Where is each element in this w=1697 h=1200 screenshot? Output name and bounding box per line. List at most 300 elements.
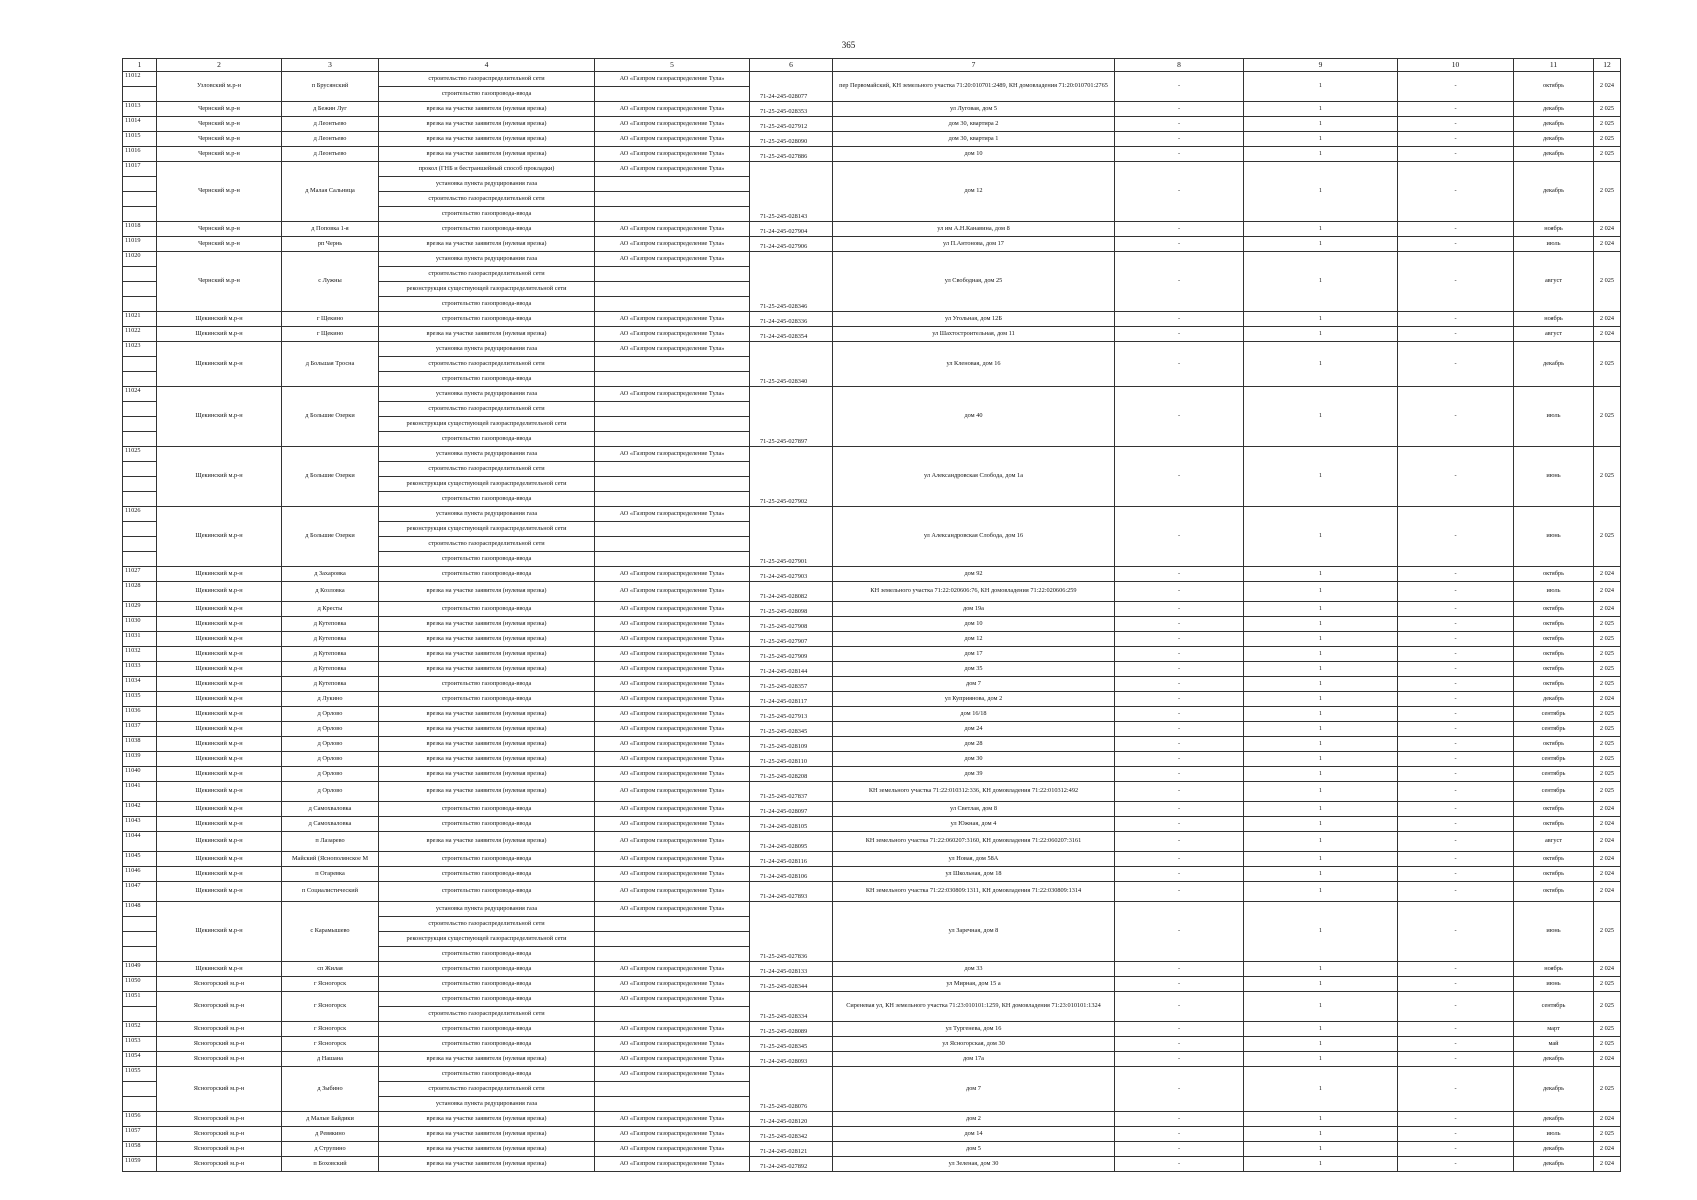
year-cell: 2 024 bbox=[1594, 582, 1621, 602]
district-cell: Ясногорский м.р-н bbox=[157, 1127, 282, 1142]
quantity-cell: 1 bbox=[1244, 327, 1398, 342]
row-number-empty bbox=[123, 492, 157, 507]
settlement-cell: г Ясногорск bbox=[282, 1022, 379, 1037]
contract-code-cell: 71-24-245-028106 bbox=[750, 867, 833, 882]
table-row bbox=[123, 237, 1621, 252]
contract-code-cell: 71-25-245-028076 bbox=[750, 1067, 833, 1112]
district-cell: Ясногорский м.р-н bbox=[157, 1022, 282, 1037]
quantity-cell: 1 bbox=[1244, 882, 1398, 902]
col8-cell: - bbox=[1115, 387, 1244, 447]
col10-cell: - bbox=[1398, 977, 1514, 992]
work-type-cell: реконструкция существующей газораспределительной сети bbox=[379, 932, 595, 947]
col8-cell: - bbox=[1115, 222, 1244, 237]
month-cell: август bbox=[1514, 252, 1594, 312]
organization-cell: АО «Газпром газораспределение Тула» bbox=[595, 582, 750, 602]
col10-cell: - bbox=[1398, 692, 1514, 707]
row-number: 11041 bbox=[123, 782, 157, 802]
settlement-cell: д Леонтьево bbox=[282, 117, 379, 132]
contract-code-cell: 71-25-245-028110 bbox=[750, 752, 833, 767]
work-type-cell: строительство газопровода-ввода bbox=[379, 432, 595, 447]
work-type-cell: строительство газопровода-ввода bbox=[379, 1022, 595, 1037]
year-cell: 2 025 bbox=[1594, 507, 1621, 567]
settlement-cell: п Огаревка bbox=[282, 867, 379, 882]
address-cell: дом 5 bbox=[833, 1142, 1115, 1157]
contract-code-cell: 71-24-245-028144 bbox=[750, 662, 833, 677]
col10-cell: - bbox=[1398, 962, 1514, 977]
organization-cell: АО «Газпром газораспределение Тула» bbox=[595, 342, 750, 357]
table-row bbox=[123, 1022, 1621, 1037]
row-number: 11050 bbox=[123, 977, 157, 992]
contract-code-cell: 71-25-245-027897 bbox=[750, 387, 833, 447]
quantity-cell: 1 bbox=[1244, 582, 1398, 602]
col8-cell: - bbox=[1115, 802, 1244, 817]
col8-cell: - bbox=[1115, 902, 1244, 962]
col10-cell: - bbox=[1398, 1142, 1514, 1157]
settlement-cell: д Орлово bbox=[282, 782, 379, 802]
district-cell: Ясногорский м.р-н bbox=[157, 992, 282, 1022]
table-row bbox=[123, 722, 1621, 737]
quantity-cell: 1 bbox=[1244, 222, 1398, 237]
year-cell: 2 024 bbox=[1594, 1157, 1621, 1172]
organization-cell bbox=[595, 372, 750, 387]
address-cell: дом 2 bbox=[833, 1112, 1115, 1127]
organization-cell: АО «Газпром газораспределение Тула» bbox=[595, 962, 750, 977]
month-cell: сентябрь bbox=[1514, 707, 1594, 722]
organization-cell: АО «Газпром газораспределение Тула» bbox=[595, 102, 750, 117]
table-row bbox=[123, 647, 1621, 662]
year-cell: 2 024 bbox=[1594, 692, 1621, 707]
address-cell: дом 12 bbox=[833, 162, 1115, 222]
month-cell: август bbox=[1514, 832, 1594, 852]
work-type-cell: установка пункта редуцирования газа bbox=[379, 252, 595, 267]
month-cell: октябрь bbox=[1514, 867, 1594, 882]
month-cell: сентябрь bbox=[1514, 992, 1594, 1022]
organization-cell: АО «Газпром газораспределение Тула» bbox=[595, 802, 750, 817]
row-number: 11039 bbox=[123, 752, 157, 767]
contract-code-cell: 71-24-245-028082 bbox=[750, 582, 833, 602]
work-type-cell: строительство газопровода-ввода bbox=[379, 867, 595, 882]
row-number: 11025 bbox=[123, 447, 157, 462]
row-number: 11053 bbox=[123, 1037, 157, 1052]
table-row bbox=[123, 617, 1621, 632]
organization-cell: АО «Газпром газораспределение Тула» bbox=[595, 72, 750, 87]
row-number: 11037 bbox=[123, 722, 157, 737]
quantity-cell: 1 bbox=[1244, 1112, 1398, 1127]
settlement-cell: с Карамышево bbox=[282, 902, 379, 962]
district-cell: Ясногорский м.р-н bbox=[157, 1112, 282, 1127]
table-row bbox=[123, 327, 1621, 342]
settlement-cell: д Кутеповка bbox=[282, 662, 379, 677]
col10-cell: - bbox=[1398, 1127, 1514, 1142]
address-cell: ул Заречная, дом 8 bbox=[833, 902, 1115, 962]
quantity-cell: 1 bbox=[1244, 852, 1398, 867]
organization-cell bbox=[595, 402, 750, 417]
year-cell: 2 025 bbox=[1594, 1022, 1621, 1037]
address-cell: ул Южная, дом 4 bbox=[833, 817, 1115, 832]
district-cell: Щекинский м.р-н bbox=[157, 387, 282, 447]
work-type-cell: строительство газораспределительной сети bbox=[379, 72, 595, 87]
work-type-cell: строительство газопровода-ввода bbox=[379, 1037, 595, 1052]
quantity-cell: 1 bbox=[1244, 977, 1398, 992]
address-cell: дом 24 bbox=[833, 722, 1115, 737]
district-cell: Чернский м.р-н bbox=[157, 222, 282, 237]
work-type-cell: врезка на участке заявителя (нулевая врезка) bbox=[379, 582, 595, 602]
address-cell: ул Луговая, дом 5 bbox=[833, 102, 1115, 117]
row-number: 11026 bbox=[123, 507, 157, 522]
work-type-cell: строительство газораспределительной сети bbox=[379, 267, 595, 282]
quantity-cell: 1 bbox=[1244, 632, 1398, 647]
organization-cell: АО «Газпром газораспределение Тула» bbox=[595, 1112, 750, 1127]
col8-cell: - bbox=[1115, 832, 1244, 852]
quantity-cell: 1 bbox=[1244, 387, 1398, 447]
organization-cell: АО «Газпром газораспределение Тула» bbox=[595, 387, 750, 402]
settlement-cell: д Ревякино bbox=[282, 1127, 379, 1142]
quantity-cell: 1 bbox=[1244, 147, 1398, 162]
organization-cell bbox=[595, 192, 750, 207]
header-cell: 9 bbox=[1244, 59, 1398, 72]
organization-cell: АО «Газпром газораспределение Тула» bbox=[595, 327, 750, 342]
quantity-cell: 1 bbox=[1244, 752, 1398, 767]
table-row bbox=[123, 992, 1621, 1007]
month-cell: октябрь bbox=[1514, 567, 1594, 582]
district-cell: Щекинский м.р-н bbox=[157, 722, 282, 737]
table-row bbox=[123, 387, 1621, 402]
row-number: 11018 bbox=[123, 222, 157, 237]
district-cell: Щекинский м.р-н bbox=[157, 507, 282, 567]
contract-code-cell: 71-25-245-027907 bbox=[750, 632, 833, 647]
organization-cell bbox=[595, 522, 750, 537]
contract-code-cell: 71-24-245-027903 bbox=[750, 567, 833, 582]
contract-code-cell: 71-24-245-027892 bbox=[750, 1157, 833, 1172]
row-number-empty bbox=[123, 432, 157, 447]
district-cell: Щекинский м.р-н bbox=[157, 692, 282, 707]
quantity-cell: 1 bbox=[1244, 1142, 1398, 1157]
work-type-cell: строительство газопровода-ввода bbox=[379, 552, 595, 567]
settlement-cell: д Кутеповка bbox=[282, 632, 379, 647]
work-type-cell: врезка на участке заявителя (нулевая врезка) bbox=[379, 767, 595, 782]
year-cell: 2 025 bbox=[1594, 1067, 1621, 1112]
quantity-cell: 1 bbox=[1244, 1157, 1398, 1172]
district-cell: Щекинский м.р-н bbox=[157, 707, 282, 722]
district-cell: Чернский м.р-н bbox=[157, 162, 282, 222]
table-row bbox=[123, 817, 1621, 832]
month-cell: март bbox=[1514, 1022, 1594, 1037]
table-row bbox=[123, 962, 1621, 977]
settlement-cell: д Большая Тросна bbox=[282, 342, 379, 387]
col8-cell: - bbox=[1115, 567, 1244, 582]
organization-cell: АО «Газпром газораспределение Тула» bbox=[595, 252, 750, 267]
organization-cell: АО «Газпром газораспределение Тула» bbox=[595, 752, 750, 767]
work-type-cell: строительство газораспределительной сети bbox=[379, 1007, 595, 1022]
address-cell: КН земельного участка 71:22:010312:336, КН домовладения 71:22:010312:492 bbox=[833, 782, 1115, 802]
year-cell: 2 024 bbox=[1594, 327, 1621, 342]
col8-cell: - bbox=[1115, 977, 1244, 992]
contract-code-cell: 71-24-245-028097 bbox=[750, 802, 833, 817]
settlement-cell: п Брусянский bbox=[282, 72, 379, 102]
organization-cell: АО «Газпром газораспределение Тула» bbox=[595, 832, 750, 852]
row-number: 11015 bbox=[123, 132, 157, 147]
row-number: 11034 bbox=[123, 677, 157, 692]
year-cell: 2 024 bbox=[1594, 222, 1621, 237]
row-number: 11058 bbox=[123, 1142, 157, 1157]
header-cell: 5 bbox=[595, 59, 750, 72]
month-cell: декабрь bbox=[1514, 1142, 1594, 1157]
col8-cell: - bbox=[1115, 632, 1244, 647]
col8-cell: - bbox=[1115, 662, 1244, 677]
table-row bbox=[123, 1127, 1621, 1142]
contract-code-cell: 71-24-245-027893 bbox=[750, 882, 833, 902]
col8-cell: - bbox=[1115, 327, 1244, 342]
row-number: 11059 bbox=[123, 1157, 157, 1172]
col10-cell: - bbox=[1398, 867, 1514, 882]
col8-cell: - bbox=[1115, 617, 1244, 632]
work-type-cell: врезка на участке заявителя (нулевая врезка) bbox=[379, 617, 595, 632]
quantity-cell: 1 bbox=[1244, 647, 1398, 662]
district-cell: Щекинский м.р-н bbox=[157, 447, 282, 507]
col8-cell: - bbox=[1115, 1127, 1244, 1142]
quantity-cell: 1 bbox=[1244, 1037, 1398, 1052]
organization-cell: АО «Газпром газораспределение Тула» bbox=[595, 632, 750, 647]
quantity-cell: 1 bbox=[1244, 1127, 1398, 1142]
district-cell: Ясногорский м.р-н bbox=[157, 1142, 282, 1157]
organization-cell bbox=[595, 87, 750, 102]
row-number: 11030 bbox=[123, 617, 157, 632]
address-cell: дом 7 bbox=[833, 677, 1115, 692]
row-number: 11038 bbox=[123, 737, 157, 752]
year-cell: 2 024 bbox=[1594, 852, 1621, 867]
settlement-cell: д Большие Озерки bbox=[282, 447, 379, 507]
work-type-cell: установка пункта редуцирования газа bbox=[379, 342, 595, 357]
col10-cell: - bbox=[1398, 992, 1514, 1022]
col10-cell: - bbox=[1398, 737, 1514, 752]
col10-cell: - bbox=[1398, 802, 1514, 817]
table-row bbox=[123, 222, 1621, 237]
col10-cell: - bbox=[1398, 387, 1514, 447]
settlement-cell: Майский (Яснополянское М bbox=[282, 852, 379, 867]
table-row bbox=[123, 1112, 1621, 1127]
header-cell: 1 bbox=[123, 59, 157, 72]
contract-code-cell: 71-24-245-028120 bbox=[750, 1112, 833, 1127]
month-cell: октябрь bbox=[1514, 72, 1594, 102]
quantity-cell: 1 bbox=[1244, 102, 1398, 117]
header-cell: 11 bbox=[1514, 59, 1594, 72]
row-number: 11040 bbox=[123, 767, 157, 782]
work-type-cell: врезка на участке заявителя (нулевая врезка) bbox=[379, 632, 595, 647]
col10-cell: - bbox=[1398, 312, 1514, 327]
row-number-empty bbox=[123, 1007, 157, 1022]
col8-cell: - bbox=[1115, 252, 1244, 312]
organization-cell: АО «Газпром газораспределение Тула» bbox=[595, 567, 750, 582]
row-number-empty bbox=[123, 177, 157, 192]
work-type-cell: врезка на участке заявителя (нулевая врезка) bbox=[379, 1157, 595, 1172]
quantity-cell: 1 bbox=[1244, 447, 1398, 507]
contract-code-cell: 71-25-245-028357 bbox=[750, 677, 833, 692]
table-row bbox=[123, 1052, 1621, 1067]
work-type-cell: реконструкция существующей газораспределительной сети bbox=[379, 477, 595, 492]
organization-cell: АО «Газпром газораспределение Тула» bbox=[595, 147, 750, 162]
work-type-cell: строительство газопровода-ввода bbox=[379, 492, 595, 507]
year-cell: 2 024 bbox=[1594, 817, 1621, 832]
contract-code-cell: 71-24-245-027904 bbox=[750, 222, 833, 237]
table-row bbox=[123, 507, 1621, 522]
table-row bbox=[123, 782, 1621, 802]
work-type-cell: установка пункта редуцирования газа bbox=[379, 177, 595, 192]
month-cell: октябрь bbox=[1514, 632, 1594, 647]
organization-cell bbox=[595, 177, 750, 192]
contract-code-cell: 71-24-245-028354 bbox=[750, 327, 833, 342]
row-number: 11047 bbox=[123, 882, 157, 902]
month-cell: ноябрь bbox=[1514, 222, 1594, 237]
year-cell: 2 024 bbox=[1594, 832, 1621, 852]
settlement-cell: п Социалистический bbox=[282, 882, 379, 902]
quantity-cell: 1 bbox=[1244, 992, 1398, 1022]
col10-cell: - bbox=[1398, 117, 1514, 132]
month-cell: декабрь bbox=[1514, 692, 1594, 707]
col10-cell: - bbox=[1398, 832, 1514, 852]
organization-cell bbox=[595, 1097, 750, 1112]
col8-cell: - bbox=[1115, 1142, 1244, 1157]
col10-cell: - bbox=[1398, 707, 1514, 722]
settlement-cell: д Малые Байдики bbox=[282, 1112, 379, 1127]
col10-cell: - bbox=[1398, 567, 1514, 582]
settlement-cell: д Козловка bbox=[282, 582, 379, 602]
col8-cell: - bbox=[1115, 447, 1244, 507]
row-number: 11054 bbox=[123, 1052, 157, 1067]
col10-cell: - bbox=[1398, 342, 1514, 387]
organization-cell bbox=[595, 282, 750, 297]
col10-cell: - bbox=[1398, 252, 1514, 312]
col8-cell: - bbox=[1115, 1037, 1244, 1052]
organization-cell: АО «Газпром газораспределение Тула» bbox=[595, 1022, 750, 1037]
work-type-cell: строительство газопровода-ввода bbox=[379, 312, 595, 327]
year-cell: 2 025 bbox=[1594, 147, 1621, 162]
table-row bbox=[123, 1157, 1621, 1172]
district-cell: Щекинский м.р-н bbox=[157, 852, 282, 867]
organization-cell: АО «Газпром газораспределение Тула» bbox=[595, 162, 750, 177]
organization-cell: АО «Газпром газораспределение Тула» bbox=[595, 1037, 750, 1052]
organization-cell bbox=[595, 1082, 750, 1097]
row-number: 11031 bbox=[123, 632, 157, 647]
district-cell: Щекинский м.р-н bbox=[157, 752, 282, 767]
district-cell: Ясногорский м.р-н bbox=[157, 1157, 282, 1172]
contract-code-cell: 71-24-245-028093 bbox=[750, 1052, 833, 1067]
col10-cell: - bbox=[1398, 1052, 1514, 1067]
month-cell: декабрь bbox=[1514, 132, 1594, 147]
table-row bbox=[123, 882, 1621, 902]
address-cell: ул Угольная, дом 12Б bbox=[833, 312, 1115, 327]
address-cell: ул Новая, дом 58А bbox=[833, 852, 1115, 867]
organization-cell: АО «Газпром газораспределение Тула» bbox=[595, 617, 750, 632]
work-type-cell: врезка на участке заявителя (нулевая врезка) bbox=[379, 147, 595, 162]
quantity-cell: 1 bbox=[1244, 692, 1398, 707]
district-cell: Щекинский м.р-н bbox=[157, 737, 282, 752]
col8-cell: - bbox=[1115, 1157, 1244, 1172]
district-cell: Щекинский м.р-н bbox=[157, 662, 282, 677]
work-type-cell: строительство газопровода-ввода bbox=[379, 1067, 595, 1082]
col10-cell: - bbox=[1398, 882, 1514, 902]
table-row bbox=[123, 602, 1621, 617]
year-cell: 2 024 bbox=[1594, 1052, 1621, 1067]
col10-cell: - bbox=[1398, 647, 1514, 662]
page-number: 365 bbox=[841, 40, 856, 50]
header-cell: 2 bbox=[157, 59, 282, 72]
organization-cell: АО «Газпром газораспределение Тула» bbox=[595, 992, 750, 1007]
month-cell: октябрь bbox=[1514, 817, 1594, 832]
col8-cell: - bbox=[1115, 162, 1244, 222]
quantity-cell: 1 bbox=[1244, 252, 1398, 312]
address-cell: дом 16/18 bbox=[833, 707, 1115, 722]
year-cell: 2 024 bbox=[1594, 602, 1621, 617]
header-cell: 10 bbox=[1398, 59, 1514, 72]
organization-cell: АО «Газпром газораспределение Тула» bbox=[595, 722, 750, 737]
organization-cell bbox=[595, 917, 750, 932]
address-cell: дом 12 bbox=[833, 632, 1115, 647]
work-type-cell: установка пункта редуцирования газа bbox=[379, 1097, 595, 1112]
organization-cell: АО «Газпром газораспределение Тула» bbox=[595, 447, 750, 462]
table-row bbox=[123, 632, 1621, 647]
organization-cell bbox=[595, 932, 750, 947]
work-type-cell: врезка на участке заявителя (нулевая врезка) bbox=[379, 662, 595, 677]
organization-cell: АО «Газпром газораспределение Тула» bbox=[595, 222, 750, 237]
col10-cell: - bbox=[1398, 1157, 1514, 1172]
settlement-cell: д Большие Озерки bbox=[282, 387, 379, 447]
col10-cell: - bbox=[1398, 1037, 1514, 1052]
settlement-cell: д Кутеповка bbox=[282, 647, 379, 662]
table-row bbox=[123, 707, 1621, 722]
row-number-empty bbox=[123, 282, 157, 297]
row-number-empty bbox=[123, 477, 157, 492]
col10-cell: - bbox=[1398, 1022, 1514, 1037]
quantity-cell: 1 bbox=[1244, 802, 1398, 817]
district-cell: Щекинский м.р-н bbox=[157, 647, 282, 662]
work-type-cell: врезка на участке заявителя (нулевая врезка) bbox=[379, 647, 595, 662]
table-row bbox=[123, 737, 1621, 752]
contract-code-cell: 71-25-245-028208 bbox=[750, 767, 833, 782]
month-cell: сентябрь bbox=[1514, 767, 1594, 782]
col10-cell: - bbox=[1398, 722, 1514, 737]
contract-code-cell: 71-24-245-028116 bbox=[750, 852, 833, 867]
year-cell: 2 024 bbox=[1594, 1112, 1621, 1127]
contract-code-cell: 71-25-245-028340 bbox=[750, 342, 833, 387]
contract-code-cell: 71-25-245-028344 bbox=[750, 977, 833, 992]
table-row bbox=[123, 852, 1621, 867]
row-number: 11057 bbox=[123, 1127, 157, 1142]
year-cell: 2 025 bbox=[1594, 1127, 1621, 1142]
row-number-empty bbox=[123, 932, 157, 947]
work-type-cell: врезка на участке заявителя (нулевая врезка) bbox=[379, 737, 595, 752]
row-number-empty bbox=[123, 207, 157, 222]
settlement-cell: д Бежин Луг bbox=[282, 102, 379, 117]
district-cell: Ясногорский м.р-н bbox=[157, 1067, 282, 1112]
col10-cell: - bbox=[1398, 132, 1514, 147]
work-type-cell: строительство газораспределительной сети bbox=[379, 917, 595, 932]
work-type-cell: врезка на участке заявителя (нулевая врезка) bbox=[379, 722, 595, 737]
row-number: 11042 bbox=[123, 802, 157, 817]
col10-cell: - bbox=[1398, 447, 1514, 507]
organization-cell: АО «Газпром газораспределение Тула» bbox=[595, 1157, 750, 1172]
month-cell: декабрь bbox=[1514, 102, 1594, 117]
month-cell: декабрь bbox=[1514, 1112, 1594, 1127]
row-number: 11049 bbox=[123, 962, 157, 977]
col8-cell: - bbox=[1115, 677, 1244, 692]
organization-cell: АО «Газпром газораспределение Тула» bbox=[595, 767, 750, 782]
row-number: 11028 bbox=[123, 582, 157, 602]
col8-cell: - bbox=[1115, 72, 1244, 102]
year-cell: 2 025 bbox=[1594, 252, 1621, 312]
col8-cell: - bbox=[1115, 1112, 1244, 1127]
row-number: 11055 bbox=[123, 1067, 157, 1082]
quantity-cell: 1 bbox=[1244, 817, 1398, 832]
